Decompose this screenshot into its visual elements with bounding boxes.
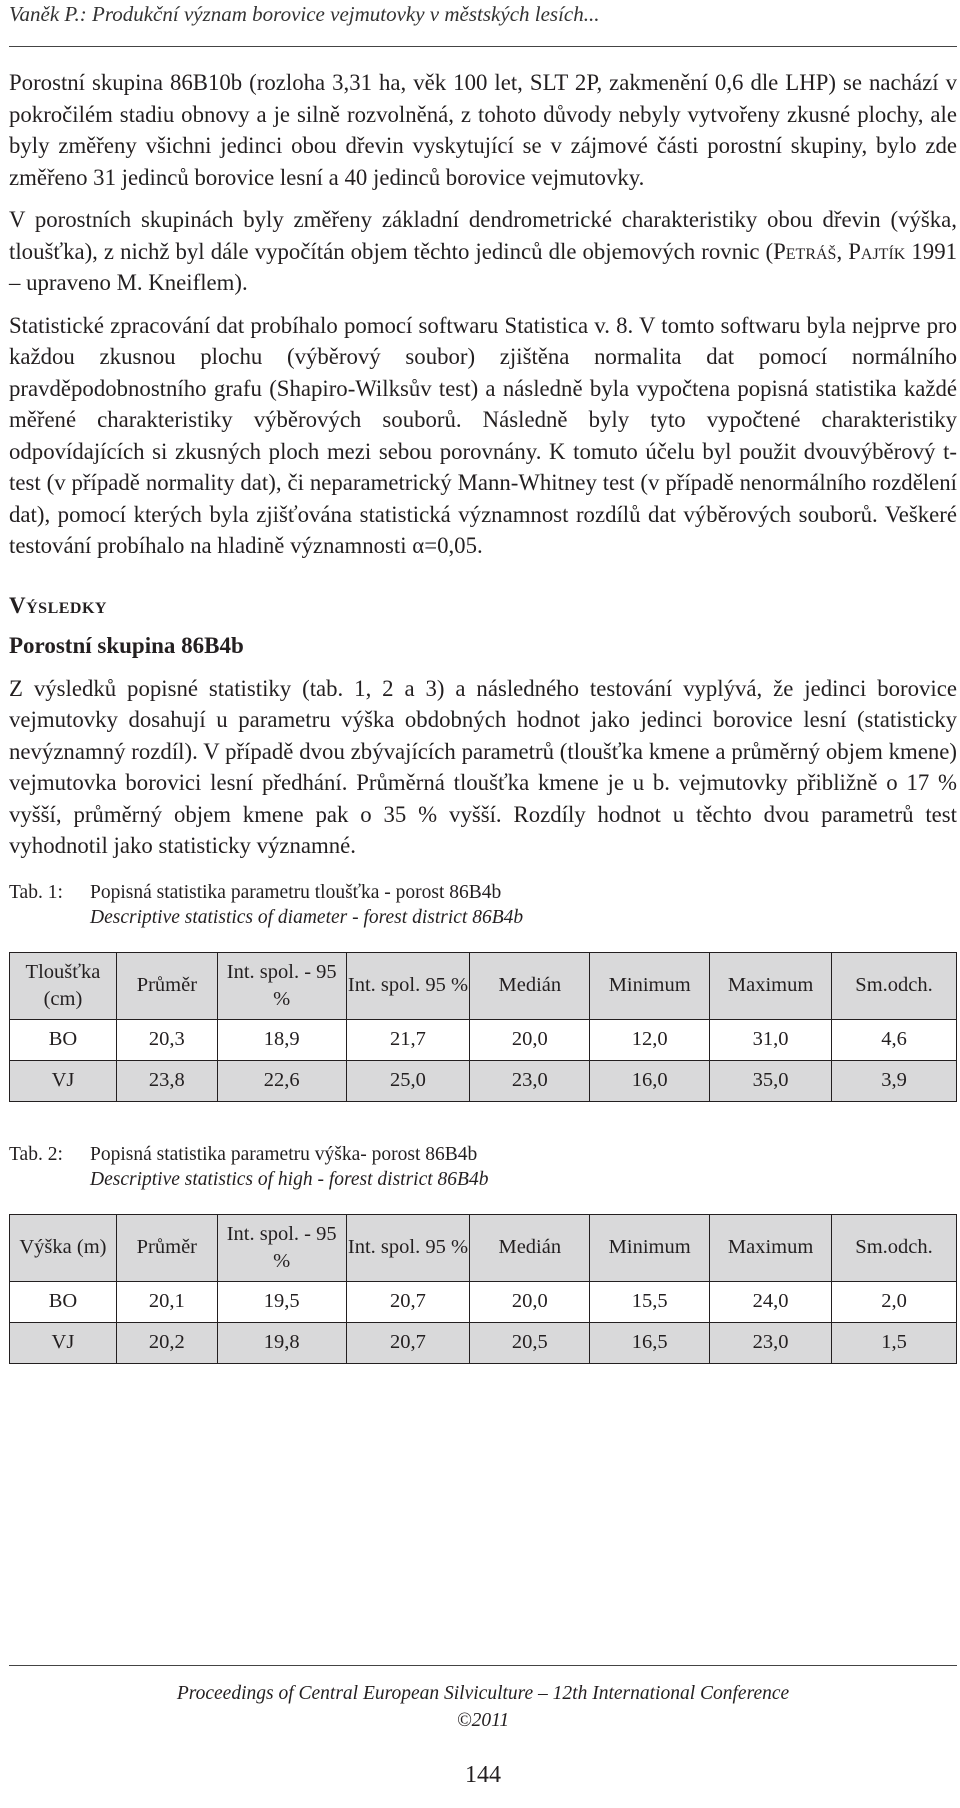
table-1-caption <box>9 880 957 930</box>
footer-conference: Proceedings of Central European Silviculture – 12th International Conference <box>176 1683 790 1704</box>
page-number: 144 <box>465 1762 501 1788</box>
author-separator: , <box>836 238 849 264</box>
paragraph-1: Porostní skupina 86B10b (rozloha 3,31 ha, věk 100 let, SLT 2P, zakmenění 0,6 dle LHP) se nachází v pokročilém stadiu obnovy a je silně rozvolněná, z tohoto důvody nebyly vytvořeny zkusné plochy, ale byly změřeny všichni jedinci obou dřevin vyskytující se v zájmové části porostní skupiny, bylo zde změřeno 31 jedinců borovice lesní a 40 jedinců borovice vejmutovky. <box>9 70 957 190</box>
table-2-title-cz: Popisná statistika parametru výška- porost 86B4b <box>90 1143 478 1165</box>
table-header-cell: Int. spol. 95 % <box>346 952 470 1019</box>
footer-rule <box>9 1665 957 1666</box>
paragraph-2-end: 1991 – upraveno M. Kneiflem). <box>9 238 957 295</box>
table-cell: VJ <box>10 1322 117 1363</box>
table-cell: 22,6 <box>217 1060 346 1101</box>
table-header-cell: Průměr <box>116 952 217 1019</box>
table-1-title-cz: Popisná statistika parametru tloušťka - porost 86B4b <box>90 881 502 903</box>
table-2-title-en: Descriptive statistics of high - forest district 86B4b <box>90 1168 489 1190</box>
table-cell: 25,0 <box>346 1060 470 1101</box>
table-2-label: Tab. 2: <box>9 1143 63 1165</box>
table-header-cell: Maximum <box>710 1214 832 1281</box>
table-cell: 24,0 <box>710 1281 832 1322</box>
table-1-label: Tab. 1: <box>9 881 63 903</box>
table-header-cell: Průměr <box>116 1214 217 1281</box>
table-row <box>10 1019 957 1060</box>
table-header-cell: Tloušťka (cm) <box>10 952 117 1019</box>
table-header-cell: Maximum <box>710 952 832 1019</box>
paragraph-3: Statistické zpracování dat probíhalo pomocí softwaru Statistica v. 8. V tomto softwaru byla nejprve pro každou zkusnou plochu (výběrový soubor) zjištěna normalita dat pomocí normálního pravděpodobnostního grafu (Shapiro-Wilksův test) a následně byla vypočtena popisná statistika každé měřené charakteristiky výběrových souborů. Následně byly tyto vypočtené charakteristiky odpovídajících si zkusných ploch mezi sebou porovnány. K tomuto účelu byl použit dvouvýběrový t-test (v případě normality dat), či neparametrický Mann-Whitney test (v případě nenormálního rozdělení dat), pomocí kterých byla zjišťována statistická významnost rozdílů dat výběrových souborů. Veškeré testování probíhalo na hladině významnosti α=0,05. <box>9 312 957 558</box>
table-cell: 15,5 <box>590 1281 710 1322</box>
author-petras: Petráš <box>773 238 837 264</box>
footer-copyright: ©2011 <box>456 1710 510 1731</box>
table-cell: 23,0 <box>710 1322 832 1363</box>
table-cell: 20,5 <box>470 1322 590 1363</box>
table-header-cell: Int. spol. - 95 % <box>217 952 346 1019</box>
table-cell: VJ <box>10 1060 117 1101</box>
table-header-cell: Sm.odch. <box>832 1214 957 1281</box>
table-cell: 20,3 <box>116 1019 217 1060</box>
table-cell: 2,0 <box>832 1281 957 1322</box>
table-cell: 23,8 <box>116 1060 217 1101</box>
section-title-results: Výsledky <box>9 592 107 618</box>
table-row <box>10 1281 957 1322</box>
table-cell: BO <box>10 1281 117 1322</box>
subsection-title: Porostní skupina 86B4b <box>9 632 244 658</box>
body-text <box>9 67 957 1364</box>
table-cell: 31,0 <box>710 1019 832 1060</box>
table-cell: 21,7 <box>346 1019 470 1060</box>
table-cell: 4,6 <box>832 1019 957 1060</box>
table-header-cell: Int. spol. 95 % <box>346 1214 470 1281</box>
table-header-cell: Minimum <box>590 1214 710 1281</box>
table-cell: 18,9 <box>217 1019 346 1060</box>
table-header-cell: Medián <box>470 952 590 1019</box>
table-cell: BO <box>10 1019 117 1060</box>
table-cell: 1,5 <box>832 1322 957 1363</box>
document-page <box>9 0 957 1808</box>
table-header-cell: Sm.odch. <box>832 952 957 1019</box>
paragraph-2 <box>9 204 957 299</box>
paragraph-2-start: V porostních skupinách byly změřeny základní dendrometrické charakteristiky obou dřevin (výška, tloušťka), z nichž byl dále vypočítán objem těchto jedinců dle objemových rovnic ( <box>9 207 957 264</box>
footer <box>9 1680 957 1734</box>
table-cell: 20,7 <box>346 1322 470 1363</box>
author-pajtik: Pajtík <box>848 238 906 264</box>
table-cell: 16,5 <box>590 1322 710 1363</box>
table-cell: 19,8 <box>217 1322 346 1363</box>
running-head: Vaněk P.: Produkční význam borovice vejmutovky v městských lesích... <box>9 2 600 26</box>
table-1 <box>9 952 957 1102</box>
table-header-cell: Medián <box>470 1214 590 1281</box>
table-cell: 20,7 <box>346 1281 470 1322</box>
table-cell: 19,5 <box>217 1281 346 1322</box>
table-cell: 20,0 <box>470 1281 590 1322</box>
table-header-cell: Int. spol. - 95 % <box>217 1214 346 1281</box>
table-row <box>10 1060 957 1101</box>
table-cell: 35,0 <box>710 1060 832 1101</box>
table-1-title-en: Descriptive statistics of diameter - forest district 86B4b <box>90 906 524 928</box>
table-2-caption <box>9 1142 957 1192</box>
table-cell: 20,1 <box>116 1281 217 1322</box>
table-2 <box>9 1214 957 1364</box>
table-header-cell: Minimum <box>590 952 710 1019</box>
table-cell: 23,0 <box>470 1060 590 1101</box>
paragraph-4: Z výsledků popisné statistiky (tab. 1, 2 a 3) a následného testování vyplývá, že jedinci borovice vejmutovky dosahují u parametru výška obdobných hodnot jako jedinci borovice lesní (statisticky nevýznamný rozdíl). V případě dvou zbývajících parametrů (tloušťka kmene a průměrný objem kmene) vejmutovka borovici lesní předhání. Průměrná tloušťka kmene je u b. vejmutovky přibližně o 17 % vyšší, průměrný objem kmene pak o 35 % vyšší. Rozdíly hodnot u těchto dvou parametrů test vyhodnotil jako statisticky významné. <box>9 675 957 858</box>
table-row <box>10 1322 957 1363</box>
table-cell: 20,0 <box>470 1019 590 1060</box>
table-cell: 16,0 <box>590 1060 710 1101</box>
table-header-cell: Výška (m) <box>10 1214 117 1281</box>
table-cell: 20,2 <box>116 1322 217 1363</box>
table-cell: 3,9 <box>832 1060 957 1101</box>
table-cell: 12,0 <box>590 1019 710 1060</box>
header-rule <box>9 46 957 47</box>
